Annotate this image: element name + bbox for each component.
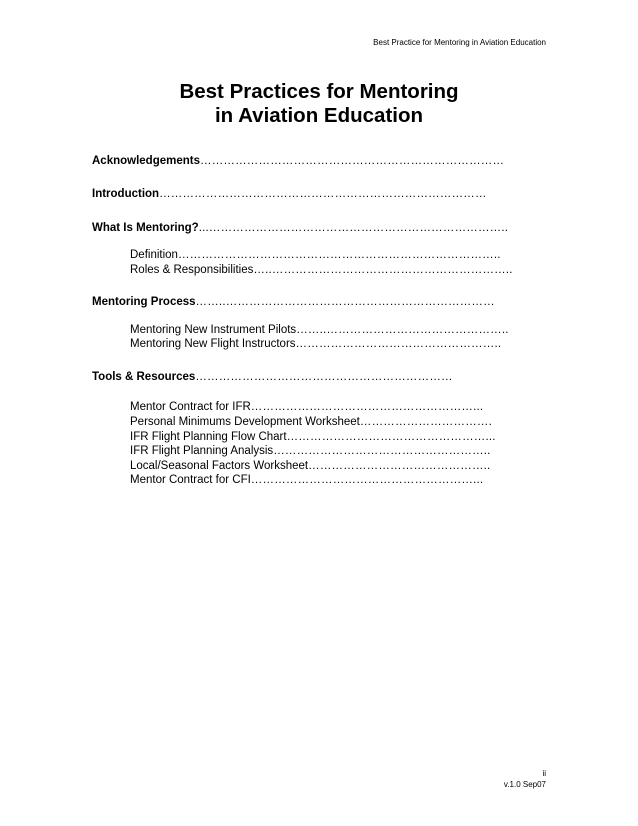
toc-entry-acknowledgements[interactable] [92, 154, 552, 169]
toc-entry-ifr-planning-analysis[interactable] [130, 444, 552, 459]
toc-entry-local-seasonal-worksheet[interactable] [130, 459, 552, 474]
toc-sub-list-mentoring-process [130, 323, 552, 352]
toc-section-mentoring-process [92, 295, 552, 352]
toc-entry-label: Tools & Resources [92, 371, 196, 383]
toc-section-what-is-mentoring [92, 221, 552, 278]
dot-leader: …………………………………………………... [250, 401, 484, 414]
toc-entry-mentor-contract-ifr[interactable] [130, 400, 552, 415]
dot-leader: ……………………………………………... [286, 430, 496, 443]
toc-entry-label: Local/Seasonal Factors Worksheet [130, 459, 309, 472]
toc-entry-label: Mentoring New Instrument Pilots [130, 323, 297, 336]
dot-leader: …………………………………………………………………… [200, 155, 505, 167]
toc-entry-mentor-contract-cfi[interactable] [130, 473, 552, 488]
dot-leader: ……………………………………….. [308, 459, 491, 472]
toc-entry-label: Acknowledgements [92, 155, 200, 167]
toc-entry-label: Mentoring New Flight Instructors [130, 338, 296, 351]
toc-sub-list-what-is-mentoring [130, 248, 552, 277]
table-of-contents [92, 154, 552, 488]
toc-entry-roles-responsibilities[interactable] [130, 263, 552, 278]
dot-leader: ……………………………. [359, 416, 492, 428]
toc-sub-list-tools-resources [130, 400, 552, 488]
dot-leader: ………………………………………………………… [195, 371, 453, 383]
toc-entry-label: Definition [130, 249, 178, 262]
toc-entry-label: IFR Flight Planning Flow Chart [130, 430, 287, 443]
page-number: ii [542, 769, 546, 778]
toc-entry-what-is-mentoring[interactable] [92, 221, 552, 236]
toc-entry-label: Roles & Responsibilities [130, 263, 254, 276]
dot-leader: ……………………………………………………………………….. [177, 249, 501, 262]
dot-leader: ……..……………………………………….. [296, 323, 509, 336]
dot-leader: …..…………………………………………………….. [253, 263, 513, 276]
toc-entry-ifr-flow-chart[interactable] [130, 430, 552, 445]
toc-section-acknowledgements [92, 154, 552, 169]
page-footer [504, 768, 546, 790]
toc-section-tools-resources [92, 370, 552, 488]
toc-entry-personal-minimums-worksheet[interactable] [130, 415, 552, 430]
page-title-line-2: in Aviation Education [214, 104, 424, 127]
toc-entry-label: Mentor Contract for IFR [130, 401, 251, 414]
dot-leader: ……………………………………………….. [273, 445, 491, 458]
toc-entry-introduction[interactable] [92, 187, 552, 202]
toc-entry-label: Mentor Contract for CFI [130, 474, 251, 487]
toc-entry-mentoring-flight-instructors[interactable] [130, 337, 552, 352]
toc-entry-label: Introduction [92, 188, 160, 201]
dot-leader: ...………………………………………………………………….. [198, 221, 509, 234]
dot-leader: …………………………………………………... [250, 474, 484, 487]
toc-entry-label: What Is Mentoring? [92, 221, 199, 234]
toc-entry-definition[interactable] [130, 248, 552, 263]
toc-entry-label: IFR Flight Planning Analysis [130, 445, 274, 458]
toc-section-introduction [92, 187, 552, 202]
page-title [0, 80, 638, 128]
toc-entry-tools-resources[interactable] [92, 370, 552, 385]
version-label: v.1.0 Sep07 [503, 780, 546, 789]
toc-entry-mentoring-instrument-pilots[interactable] [130, 323, 552, 338]
page-title-line-1: Best Practices for Mentoring [179, 80, 459, 103]
toc-entry-mentoring-process[interactable] [92, 295, 552, 310]
dot-leader: ………………………………………………………………………… [159, 188, 487, 201]
dot-leader: ……..…………………………………………………………… [195, 296, 495, 309]
toc-entry-label: Personal Minimums Development Worksheet [130, 416, 360, 428]
toc-entry-label: Mentoring Process [92, 296, 196, 309]
dot-leader: …………………………………………….. [295, 338, 502, 351]
running-header: Best Practice for Mentoring in Aviation Education [373, 38, 546, 47]
